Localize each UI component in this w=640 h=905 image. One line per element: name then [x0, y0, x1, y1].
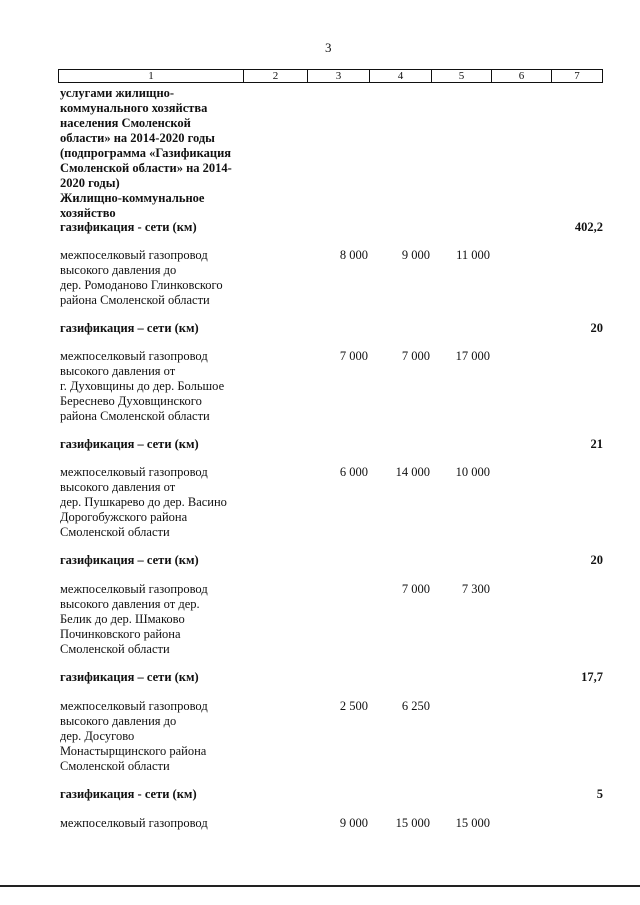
entry-heading: газификация – сети (км) — [60, 437, 199, 451]
column-header-1: 1 — [59, 70, 244, 82]
program-title: услугами жилищно- коммунального хозяйства населения Смоленской области» на 2014-2020 годы (подпрограмма «Газификация Смоленской области» на 2014- 2020 годы) Жилищно-коммунальное хозяйство — [60, 86, 232, 220]
entry-description: межпоселковый газопровод высокого давления до дер. Ромоданово Глинковского района Смоленской области — [60, 248, 223, 307]
entry-col4-value: 14 000 — [395, 465, 430, 479]
column-header-row — [58, 69, 603, 83]
entry-length-km: 21 — [590, 437, 603, 451]
entry-description: межпоселковый газопровод — [60, 816, 208, 830]
column-header-3: 3 — [308, 70, 370, 82]
entry-description: межпоселковый газопровод высокого давления от г. Духовщины до дер. Большое Береснево Духовщинского района Смоленской области — [60, 349, 225, 423]
entry-col4-value: 7 000 — [401, 349, 430, 363]
entry-heading: газификация - сети (км) — [60, 787, 197, 801]
entry-col4-value: 9 000 — [401, 248, 430, 262]
entry-col3-value: 7 000 — [339, 349, 368, 363]
entry-length-km: 5 — [596, 787, 603, 801]
entry-length-km: 402,2 — [574, 220, 603, 234]
entry-col4-value: 6 250 — [401, 699, 430, 713]
entry-col4-value: 15 000 — [395, 816, 430, 830]
entry-description: межпоселковый газопровод высокого давления до дер. Досугово Монастырщинского района Смоленской области — [60, 699, 208, 773]
entry-col3-value: 8 000 — [339, 248, 368, 262]
entry-col5-value: 15 000 — [455, 816, 490, 830]
entry-col5-value: 11 000 — [456, 248, 490, 262]
entry-col4-value: 7 000 — [401, 582, 430, 596]
entry-col5-value: 17 000 — [455, 349, 490, 363]
entry-description: межпоселковый газопровод высокого давления от дер. Белик до дер. Шмаково Починковского района Смоленской области — [60, 582, 208, 656]
column-header-5: 5 — [432, 70, 492, 82]
entry-length-km: 20 — [590, 553, 603, 567]
column-header-6: 6 — [492, 70, 552, 82]
entry-description: межпоселковый газопровод высокого давления от дер. Пушкарево до дер. Васино Дорогобужского района Смоленской области — [60, 465, 227, 539]
entry-heading: газификация – сети (км) — [60, 553, 199, 567]
entry-length-km: 20 — [590, 321, 603, 335]
column-header-7: 7 — [574, 70, 580, 82]
entry-length-km: 17,7 — [581, 670, 603, 684]
bottom-rule — [0, 885, 640, 887]
page-number: 3 — [325, 40, 332, 55]
entry-heading: газификация – сети (км) — [60, 321, 199, 335]
column-header-2: 2 — [244, 70, 308, 82]
column-header-4: 4 — [370, 70, 432, 82]
entry-col3-value: 9 000 — [339, 816, 368, 830]
entry-heading: газификация - сети (км) — [60, 220, 197, 234]
entry-col3-value: 6 000 — [339, 465, 368, 479]
entry-col5-value: 10 000 — [455, 465, 490, 479]
entry-col3-value: 2 500 — [339, 699, 368, 713]
entry-col5-value: 7 300 — [461, 582, 490, 596]
entry-heading: газификация – сети (км) — [60, 670, 199, 684]
